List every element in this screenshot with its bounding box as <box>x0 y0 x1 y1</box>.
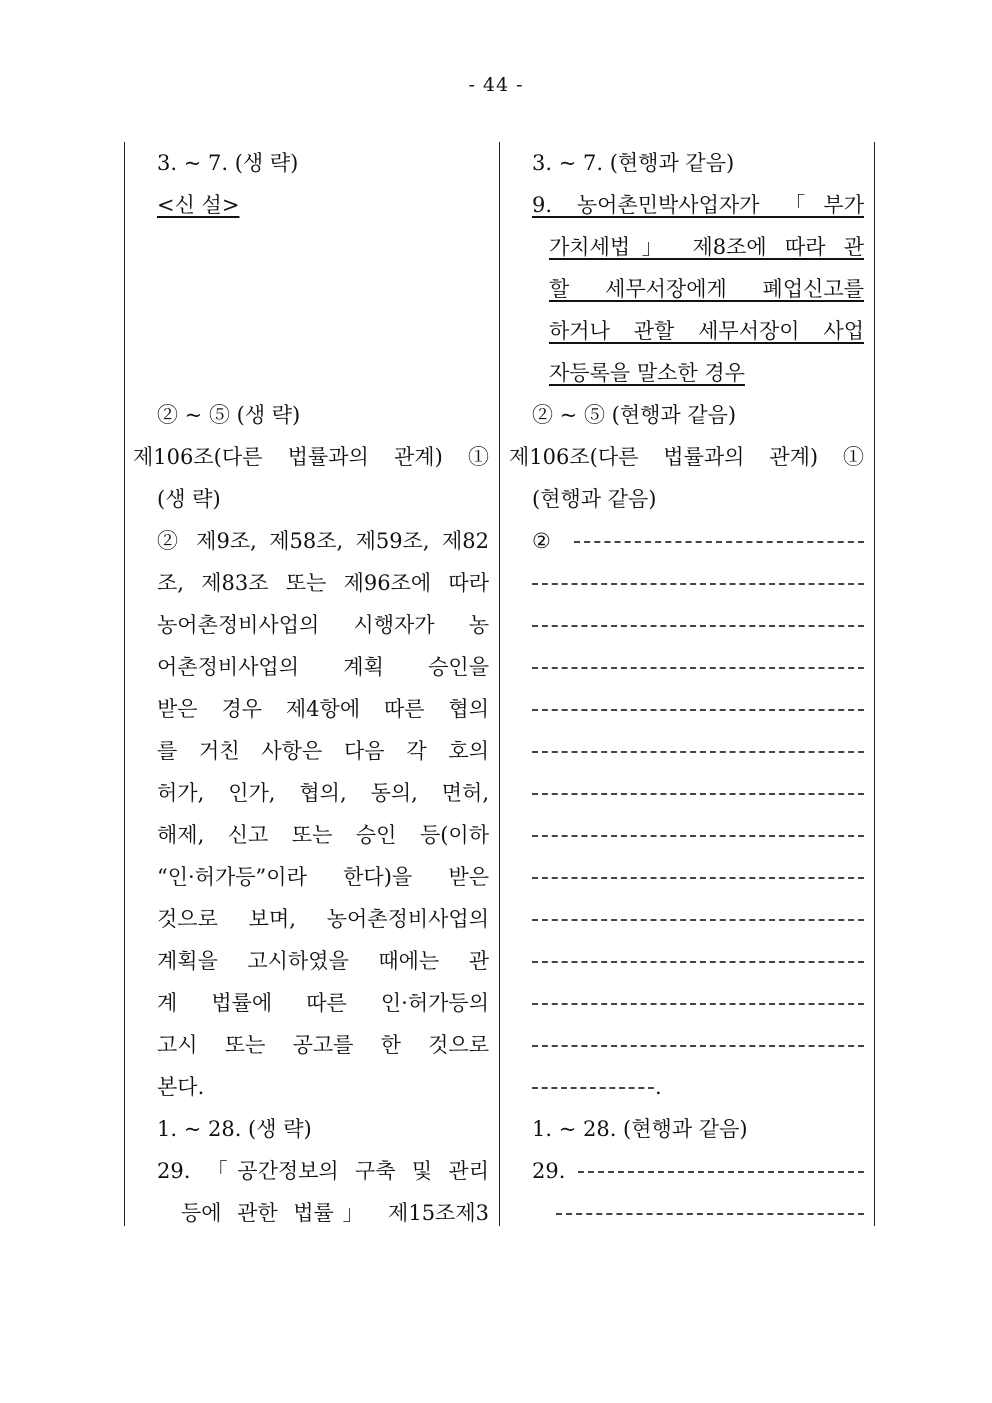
article-106-heading: 제106조(다른 법률과의 관계) ① <box>133 445 489 469</box>
unchanged-dash-line <box>532 793 864 795</box>
new-provision-marker: <신 설> <box>157 193 240 217</box>
left-line: (생 략) <box>157 487 221 511</box>
new-item-9-line: 하거나 관할 세무서장이 사업 <box>549 319 864 343</box>
page-number: - 44 - <box>468 74 524 96</box>
left-line: 를 거친 사항은 다음 각 호의 <box>157 739 489 763</box>
left-line: 등에 관한 법률」 제15조제3 <box>181 1201 489 1225</box>
unchanged-dash-line <box>532 961 864 963</box>
left-line: 해제, 신고 또는 승인 등(이하 <box>157 823 489 847</box>
unchanged-dash-line <box>532 751 864 753</box>
left-line: 29. 「공간정보의 구축 및 관리 <box>157 1159 489 1183</box>
left-line: 고시 또는 공고를 한 것으로 <box>157 1033 489 1057</box>
left-line: 받은 경우 제4항에 따른 협의 <box>157 697 489 721</box>
right-line: (현행과 같음) <box>532 487 657 511</box>
right-line: 3. ~ 7. (현행과 같음) <box>532 151 735 175</box>
column-divider <box>499 142 500 1226</box>
item-29-label: 29. <box>532 1159 566 1183</box>
unchanged-dash-line <box>578 1171 864 1173</box>
unchanged-dash-line <box>556 1213 864 1215</box>
unchanged-dash-line <box>532 667 864 669</box>
left-line: 본다. <box>157 1075 205 1099</box>
end-period: . <box>655 1075 662 1099</box>
article-106-heading-amended: 제106조(다른 법률과의 관계) ① <box>509 445 864 469</box>
left-line: ② 제9조, 제58조, 제59조, 제82 <box>157 529 489 553</box>
unchanged-dash-line <box>532 877 864 879</box>
left-line: ② ~ ⑤ (생 략) <box>157 403 301 427</box>
unchanged-dash-line <box>532 919 864 921</box>
left-line: 계 법률에 따른 인·허가등의 <box>157 991 489 1015</box>
new-item-9-line: 가치세법」 제8조에 따라 관 <box>549 235 864 259</box>
unchanged-dash-line <box>532 1045 864 1047</box>
right-border <box>874 142 875 1226</box>
left-border <box>124 142 125 1226</box>
left-line: 허가, 인가, 협의, 동의, 면허, <box>157 781 489 805</box>
new-item-9-line: 자등록을 말소한 경우 <box>549 361 745 385</box>
left-line: 3. ~ 7. (생 략) <box>157 151 299 175</box>
unchanged-dash-line <box>532 1003 864 1005</box>
left-line: 농어촌정비사업의 시행자가 농 <box>157 613 489 637</box>
unchanged-dash-line <box>532 835 864 837</box>
unchanged-dash-line <box>532 1087 654 1089</box>
paragraph-2-marker: ② <box>532 529 551 553</box>
new-item-9-line: 할 세무서장에게 폐업신고를 <box>549 277 864 301</box>
left-line: 1. ~ 28. (생 략) <box>157 1117 312 1141</box>
unchanged-dash-line <box>532 625 864 627</box>
left-line: 어촌정비사업의 계획 승인을 <box>157 655 489 679</box>
left-line: 계획을 고시하였을 때에는 관 <box>157 949 489 973</box>
right-line: 1. ~ 28. (현행과 같음) <box>532 1117 748 1141</box>
unchanged-dash-line <box>532 709 864 711</box>
unchanged-dash-line <box>532 583 864 585</box>
new-item-9: 9. 농어촌민박사업자가 「부가 <box>532 193 864 217</box>
left-line: 것으로 보며, 농어촌정비사업의 <box>157 907 489 931</box>
unchanged-dash-line <box>574 541 864 543</box>
left-line: “인·허가등”이라 한다)을 받은 <box>157 865 489 889</box>
left-line: 조, 제83조 또는 제96조에 따라 <box>157 571 489 595</box>
right-line: ② ~ ⑤ (현행과 같음) <box>532 403 737 427</box>
